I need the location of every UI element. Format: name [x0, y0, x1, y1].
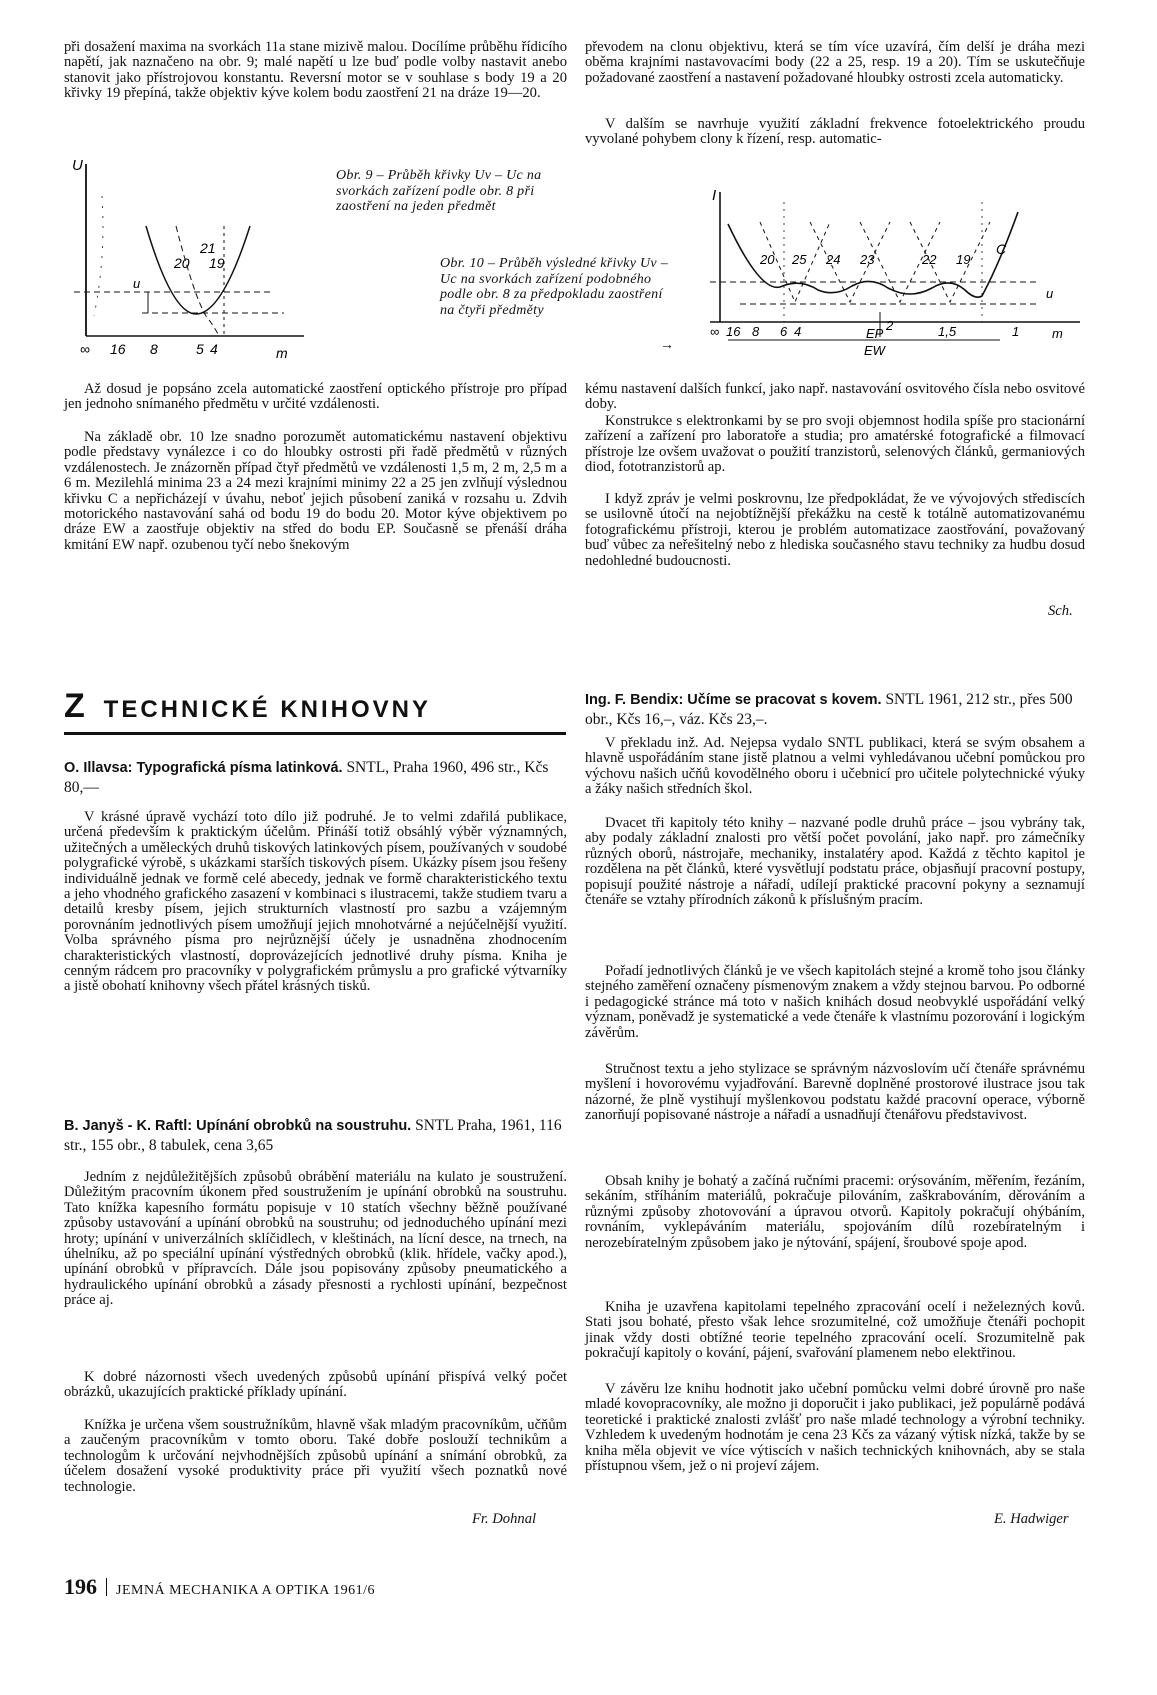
review-2-paragraph-2: K dobré názornosti všech uvedených způsobů upínání přispívá velký počet obrázků, ukazujících praktické příklady upínání.	[64, 1369, 567, 1401]
footer-separator	[106, 1578, 107, 1596]
fig10-x-unit: m	[1052, 326, 1063, 341]
fig10-axis-y-label: I	[712, 187, 717, 204]
section-title	[64, 686, 431, 730]
review-2-paragraph-1: Jedním z nejdůležitějších způsobů obrábění materiálu na kulato je soustružení. Důležitým pracovním úkonem před soustružením je upínání obrobků na soustruhu. Tato knížka kapesního formátu popisuje v 10 statích všechny běžně používané způsoby ustavování a upínání obrobků na soustruhu; od jednoduchého upínání mezi hroty; upínání v univerzálních sklíčidlech, v kleštinách, na lícní desce, na trnech, na úhelníku, až po speciální upínání výstředných obrobků (klik. hřídele, vačky apod.), upínání obrobků v přípravcích. Dále jsou popisovány způsoby pneumatického a hydraulického upínání obrobků a zásady přesnosti a rychlosti upínání, bezpečnost práce aj.	[64, 1169, 567, 1309]
fig9-x-tick-8: 8	[150, 341, 158, 357]
fig10-ep-label: EP	[866, 326, 884, 341]
figure-9-caption: Obr. 9 – Průběh křivky Uv – Uc na svorkách zařízení podle obr. 8 při zaostření na jeden předmět	[336, 168, 542, 214]
figure-9-graph	[64, 156, 324, 366]
review-2-paragraph-3: Knížka je určena všem soustružníkům, hlavně však mladým pracovníkům, učňům a zaučeným pracovníkům v tomto oboru. Také dobře poslouží technikům a technologům k určování nejvhodnějších způsobů upínání a snímání obrobků, za účelem dosažení vysoké produktivity práce při využití všech poznatků nové technologie.	[64, 1417, 567, 1495]
review-3-publication-info: SNTL 1961, 212 str., přes 500 obr., Kčs 16,–, váz. Kčs 23,–.	[585, 691, 1073, 728]
fig10-ew-label: EW	[864, 343, 885, 358]
review-3-author-title: Ing. F. Bendix: Učíme se pracovat s kovem.	[585, 692, 882, 708]
top-right-paragraph-1: převodem na clonu objektivu, která se tím více uzavírá, čím delší je dráha mezi oběma krajními nastavovacími body (22 a 25, resp. 19 a 20). Tím se uskutečňuje požadované zaostření a nastavení požadované hloubky ostrosti zcela automaticky.	[585, 39, 1085, 86]
fig10-label-22: 22	[922, 252, 937, 267]
fig9-level-label: u	[133, 276, 141, 291]
top-left-paragraph: při dosažení maxima na svorkách 11a stane mizivě malou. Docílíme průběhu řídicího napětí, jak naznačeno na obr. 9; malé napětí u lze buď podle volby nastavit anebo stanovit jako přístrojovou konstantu. Reversní motor se v souhlase s body 19 a 20 křivky 19 přepíná, takže objektiv kýve kolem bodu zaostření 21 na dráze 19—20.	[64, 39, 567, 102]
middle-left-paragraph-1: Až dosud je popsáno zcela automatické zaostření optického přístroje pro případ jen jednoho snímaného předmětu v určité vzdálenosti.	[64, 381, 567, 413]
fig10-label-20: 20	[760, 252, 775, 267]
middle-right-signature: Sch.	[1048, 603, 1073, 619]
fig9-x-unit: m	[276, 345, 288, 361]
review-2-author-title: B. Janyš - K. Raftl: Upínání obrobků na soustruhu.	[64, 1118, 412, 1134]
fig10-x-tick-4: 4	[794, 324, 802, 339]
figure-10-caption: Obr. 10 – Průběh výsledné křivky Uv – Uc na svorkách zařízení podobného podle obr. 8 za předpokladu zaostření na čtyři předměty	[440, 256, 669, 318]
fig10-x-tick-6: 6	[780, 324, 788, 339]
review-2-heading	[64, 1116, 567, 1155]
middle-left-paragraph-2: Na základě obr. 10 lze snadno porozumět automatickému nastavení objektivu podle představy vynálezce i co do hloubky ostrosti při řadě předmětů v různých vzdálenostech. Je znázorněn případ čtyř předmětů ve vzdálenosti 1,5 m, 2 m, 2,5 m a 6 m. Mezilehlá minima 23 a 24 mezi krajními minimy 22 a 25 jen zvlňují výslednou křivku C a nepřicházejí v úvahu, neboť jejich působení zaniká v rozsahu u. Zdvih motorického nastavování sahá od bodu 19 do bodu 20. Motor kýve objektivem po dráze EW a zaostřuje objektiv na střed do bodu EP. Současně se přenáší dráha kmitání EW např. ozubenou tyčí nebo šnekovým	[64, 429, 567, 553]
middle-right-paragraph-3: I když zpráv je velmi poskrovnu, lze předpokládat, že ve vývojových střediscích se usilovně útočí na nejobtížnější překážku na cestě k totálně automatizovanému fotografickému přístroji, kterou je problém automatizace zaostřování, považovaný buď vůbec za neřešitelný nebo z hlediska současného stavu techniky za hudbu dosud nedohledné budoucnosti.	[585, 491, 1085, 569]
fig10-label-24: 24	[826, 252, 841, 267]
review-2-publication-info: SNTL Praha, 1961, 116 str., 155 obr., 8 tabulek, cena 3,65	[64, 1117, 562, 1154]
publication-name: JEMNÁ MECHANIKA A OPTIKA 1961/6	[116, 1583, 375, 1598]
review-3-paragraph-2: Dvacet tři kapitoly této knihy – nazvané podle druhů práce – jsou vybrány tak, aby podaly základní znalosti pro větší počet povolání, jako např. pro zámečníky různých oborů, nástrojaře, mechaniky, instalatéry apod. Každá z těchto kapitol je rozdělena na pět článků, které vysvětlují podstatu práce, objasňují pracovní postupy, popisují použité nástroje a nářadí, udílejí praktické pracovní pokyny a seznamují čtenáře se vztahy přírodních zákonů k příslušným pracím.	[585, 815, 1085, 909]
review-3-paragraph-5: Obsah knihy je bohatý a začíná ručními pracemi: orýsováním, měřením, řezáním, sekáním, stříháním materiálů, pokračuje pilováním, zaškrabováním, děrováním a různými způsoby zhotovování a úpravou otvorů. Kapitoly pokračují ohýbáním, rovnáním, vyklepáváním materiálu, spojováním dílů rozebíratelným i nerozebíratelným způsobem jako je nýtování, spájení, šroubové spoje apod.	[585, 1173, 1085, 1251]
fig9-x-tick-5: 5	[196, 341, 204, 357]
fig10-curve-c-label: C	[996, 241, 1007, 257]
page-footer	[64, 1576, 375, 1602]
review-1-author-title: O. Illavsa: Typografická písma latinková.	[64, 760, 343, 776]
fig10-x-tick-16: 16	[726, 324, 741, 339]
fig10-x-tick-1: 1	[1012, 324, 1020, 339]
figure-10-caption-arrow: →	[660, 338, 675, 353]
review-1-publication-info: SNTL, Praha 1960, 496 str., Kčs 80,—	[64, 759, 549, 796]
fig10-label-25: 25	[792, 252, 807, 267]
figure-10-graph	[700, 182, 1100, 362]
fig9-label-21: 21	[200, 240, 216, 256]
review-1-heading	[64, 758, 567, 797]
review-3-paragraph-1: V překladu inž. Ad. Nejepsa vydalo SNTL publikaci, která se svým obsahem a hlavně uspořádáním stane jistě platnou a velmi vyhledávanou učební pomůckou pro výchovu našich učňů kovodělného oboru i učebnicí pro učitele polytechnické výuky a žáky našich středních škol.	[585, 735, 1085, 798]
fig10-x-tick-inf: ∞	[710, 324, 720, 339]
fig9-x-tick-16: 16	[110, 341, 126, 357]
section-title-rule	[64, 732, 566, 735]
fig9-label-19: 19	[209, 255, 225, 271]
review-1-body: V krásné úpravě vychází toto dílo již podruhé. Je to velmi zdařilá publikace, určená především k praktickým účelům. Přináší totiž obsáhlý výběr významných, užitečných a uměleckých druhů tiskových latinkových písem, používaných v soudobé polygrafické výrobě, s ukázkami starších tiskových písem. Ukázky písem jsou řešeny individuálně jednak ve formě celé abecedy, jednak ve formě charakteristického textu a jeho vhodného grafického zasazení v kombinaci s ilustracemi, takže studiem tvaru a detailů kresby písem, jejich strukturních vlastností pro sazbu a vzájemným porovnáním jednotlivých písem umožňují jejich mnohotvárné a nejúčelnější využití. Volba správného písma pro nejrůznější účely je usnadněna zhodnocením charakteristických vlastností, doprovázejících jednotlivé druhy písma. Kniha je cenným rádcem pro pracovníky v polygrafickém průmyslu a pro grafické výtvarníky a jistě obohatí knihovny všech přátel krásných tisků.	[64, 809, 567, 995]
fig9-label-20: 20	[174, 255, 190, 271]
fig9-x-tick-inf: ∞	[80, 341, 90, 357]
review-3-paragraph-7: V závěru lze knihu hodnotit jako učební pomůcku velmi dobré úrovně pro naše mladé kovopracovníky, ale možno ji doporučit i jako publikaci, jež populárně podává teoretické i praktické znalosti zvlášť pro naše mladé technology a výrobní techniky. Vzhledem k uvedeným hodnotám je cena 23 Kčs za vázaný výtisk nízká, takže by se kniha měla objevit ve více výtiscích v našich technických knihovnách, aby se stala přístupnou všem, jež o ni projeví zájem.	[585, 1381, 1085, 1475]
review-3-heading	[585, 690, 1085, 729]
fig10-level-label: u	[1046, 286, 1054, 301]
review-3-signature: E. Hadwiger	[994, 1511, 1069, 1527]
fig9-axis-y-label: U	[72, 157, 83, 174]
page-number: 196	[64, 1574, 97, 1599]
fig10-label-19: 19	[956, 252, 971, 267]
fig9-x-tick-4: 4	[210, 341, 218, 357]
section-title-initial: Z	[64, 687, 88, 725]
middle-right-paragraph-2: Konstrukce s elektronkami by se pro svoji objemnost hodila spíše pro stacionární zařízení a zařízení pro laboratoře a studia; pro amatérské fotografické a filmovací přístroje lze ovšem uvažovat o použití tranzistorů, selenových článků, germaniových diod, fototranzistorů ap.	[585, 413, 1085, 476]
review-3-paragraph-4: Stručnost textu a jeho stylizace se správným názvoslovím učí čtenáře správnému myšlení i hovorovému vyjadřování. Barevně doplněné prostorové ilustrace jsou tak názorné, že plně vystihují myšlenkovou podstatu každé pracovní operace, výborně zanorňují popisované nástroje a nářadí a usnadňují čtenářovu představivost.	[585, 1061, 1085, 1124]
top-right-paragraph-2: V dalším se navrhuje využití základní frekvence fotoelektrického proudu vyvolané pohybem clony k řízení, resp. automatic-	[585, 116, 1085, 148]
fig10-x-tick-1-5: 1,5	[938, 324, 957, 339]
review-2-signature: Fr. Dohnal	[472, 1511, 537, 1527]
review-3-paragraph-6: Kniha je uzavřena kapitolami tepelného zpracování ocelí i neželezných kovů. Stati jsou bohaté, přesto však lehce srozumitelné, což umožňuje čtenáři pochopit jinak vždy dosti obtížné teorie tepelného zpracování ocelí. Srozumitelně pak pokračují kapitoly o kování, pájení, svařování plamenem nebo elektřinou.	[585, 1299, 1085, 1362]
fig10-x-tick-2: 2	[886, 318, 894, 333]
review-3-paragraph-3: Pořadí jednotlivých článků je ve všech kapitolách stejné a kromě toho jsou články stejného zaměření označeny písmenovým znakem a vždy stejnou barvou. Po odborné i pedagogické stránce má toto v našich knihách dosud neobvyklé uspořádání velký význam, poněvadž je systematické a vede čtenáře k vlastnímu pozorování i logickým závěrům.	[585, 963, 1085, 1041]
fig10-label-23: 23	[860, 252, 875, 267]
middle-right-paragraph-1: kému nastavení dalších funkcí, jako např. nastavování osvitového čísla nebo osvitové doby.	[585, 381, 1085, 413]
section-title-rest: TECHNICKÉ KNIHOVNY	[103, 696, 432, 723]
fig10-x-tick-8: 8	[752, 324, 760, 339]
